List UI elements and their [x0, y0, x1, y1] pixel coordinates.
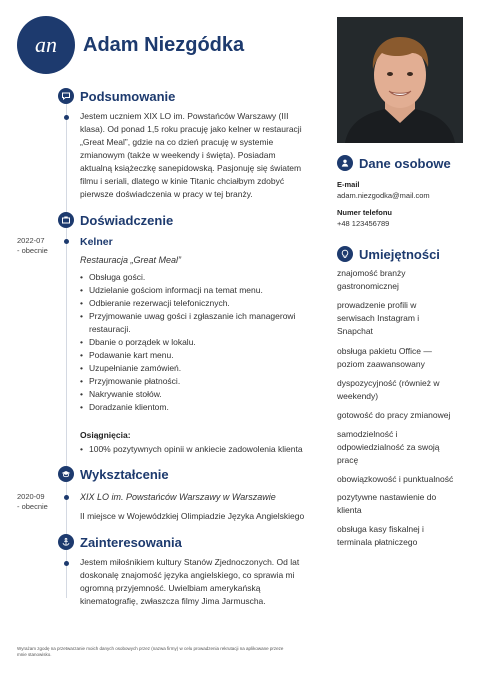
lightbulb-icon [337, 246, 353, 262]
phone-value[interactable]: +48 123456789 [337, 219, 390, 228]
personal-title: Dane osobowe [359, 156, 451, 171]
graduation-cap-icon [58, 466, 74, 482]
list-item: • Uzupełnianie zamówień. [80, 362, 320, 375]
summary-dot [64, 115, 69, 120]
education-title: Wykształcenie [80, 467, 169, 482]
list-item: • Dbanie o porządek w lokalu. [80, 336, 320, 349]
job-title: Kelner [80, 236, 113, 248]
skill-item: samodzielność i odpowiedzialność za swoją pracę [337, 429, 440, 465]
phone-label: Numer telefonu [337, 208, 393, 217]
skill-item: obowiązkowość i punktualność [337, 474, 454, 484]
list-item: • Przyjmowanie płatności. [80, 375, 320, 388]
education-award: II miejsce w Wojewódzkiej Olimpiadzie Języka Angielskiego [80, 511, 305, 521]
list-item: • Doradzanie klientom. [80, 401, 320, 414]
experience-date: 2022-07 - obecnie [17, 236, 48, 255]
skill-item: dyspozycyjność (również w weekendy) [337, 378, 440, 401]
skill-item: obsługa pakietu Office — poziom zaawansowany [337, 346, 432, 369]
list-item: • Podawanie kart menu. [80, 349, 320, 362]
timeline-line [66, 98, 67, 598]
summary-title: Podsumowanie [80, 89, 176, 104]
achievements-list [80, 443, 303, 456]
list-item: • Przyjmowanie uwag gości i zgłaszanie ich managerowi [80, 310, 320, 323]
list-item: • Udzielanie gościom informacji na temat menu. [80, 284, 320, 297]
list-item: restauracji. [89, 324, 131, 334]
speech-bubble-icon [58, 88, 74, 104]
person-icon [337, 155, 353, 171]
interests-title: Zainteresowania [80, 535, 182, 550]
skill-item: gotowość do pracy zmianowej [337, 410, 451, 420]
email-value[interactable]: adam.niezgodka@mail.com [337, 191, 430, 200]
school-name: XIX LO im. Powstańców Warszawy w Warszawie [80, 492, 276, 502]
skill-item: pozytywne nastawienie do klienta [337, 492, 437, 515]
candidate-name: Adam Niezgódka [83, 34, 245, 56]
logo-badge [17, 16, 75, 74]
briefcase-icon [58, 212, 74, 228]
skill-item: prowadzenie profili w serwisach Instagram i Snapchat [337, 300, 420, 336]
skill-item: obsługa kasy fiskalnej i terminala płatniczego [337, 524, 424, 547]
education-date: 2020-09 - obecnie [17, 492, 48, 511]
experience-dot [64, 239, 69, 244]
education-dot [64, 495, 69, 500]
list-item: • 100% pozytywnych opinii w ankiecie zadowolenia klienta [80, 443, 303, 456]
duties-list [80, 271, 320, 414]
interests-text: Jestem miłośnikiem kultury Stanów Zjednoczonych. Od lat doskonalę znajomość języka angielskiego, co sprawia mi ogromną przyjemność. Uwielbiam amerykańską kinematografię, zwłaszcza filmy Jima Jarmuscha. [80, 557, 300, 606]
summary-text: Jestem uczniem XIX LO im. Powstańców Warszawy (III klasa). Od ponad 1,5 roku pracuję jako kelner w restauracji „Great Meal”, gdzie na co dzień pracuję w systemie zmianowym (także w weekendy i święta). Posiadam aktualną książeczkę sanepidowską. Pasjonuję się światem filmu i seriali, dlatego w kinie Titanic chciałbym zdobyć pierwsze doświadczenia w pracy w tej branży. [80, 111, 302, 199]
anchor-icon [58, 534, 74, 550]
list-item: • Nakrywanie stołów. [80, 388, 320, 401]
gdpr-consent: Wyrażam zgodę na przetwarzanie moich danych osobowych przez (nazwa firmy) w celu prowadzenia rekrutacji na aplikowane przeze mnie stanowisko. [17, 646, 284, 657]
skill-item: znajomość branży gastronomicznej [337, 268, 406, 291]
email-label: E-mail [337, 180, 360, 189]
company-name: Restauracja „Great Meal” [80, 255, 182, 265]
profile-photo [337, 17, 463, 143]
achievements-label: Osiągnięcia: [80, 430, 131, 440]
list-item: • Obsługa gości. [80, 271, 320, 284]
logo-initials: an [35, 32, 57, 57]
experience-title: Doświadczenie [80, 213, 174, 228]
interests-dot [64, 561, 69, 566]
list-item: • Odbieranie rezerwacji telefonicznych. [80, 297, 320, 310]
skills-title: Umiejętności [359, 247, 440, 262]
